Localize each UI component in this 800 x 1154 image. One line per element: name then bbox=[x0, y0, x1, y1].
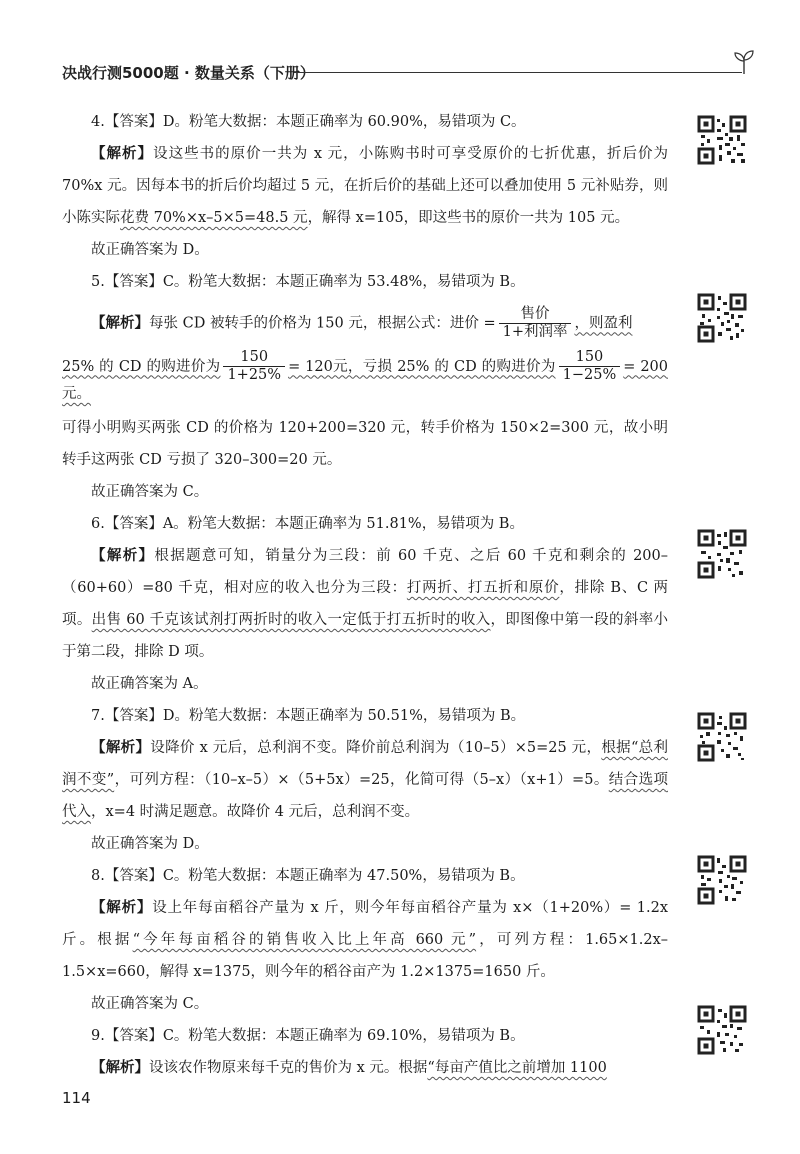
sprout-icon bbox=[730, 48, 758, 76]
key-step: “今年每亩稻谷的销售收入比上年高 660 元” bbox=[132, 932, 477, 948]
explanation-tag: 【解析】 bbox=[91, 739, 151, 756]
explanation-tag: 【解析】 bbox=[91, 314, 149, 332]
explanation-q5-line3: 可得小明购买两张 CD 的价格为 120+200=320 元，转手价格为 150×2=300 元，故小明转手这两张 CD 亏损了 320–300=20 元。 bbox=[62, 420, 668, 468]
key-step: ，则盈利 bbox=[574, 315, 633, 332]
explanation-q7: 【解析】设降价 x 元后，总利润不变。降价前总利润为（10–5）×5=25 元，根据“总利润不变”，可列方程：（10–x–5）×（5+5x）=25，化简可得（5–x）（x+1）=5。结合选项代入，x=4 时满足题意。故降价 4 元后，总利润不变。 bbox=[62, 739, 669, 820]
final-answer-q7: 故正确答案为 D。 bbox=[91, 836, 209, 852]
qr-code-icon[interactable] bbox=[697, 529, 747, 579]
explanation-q5: 【解析】每张 CD 被转手的价格为 150 元，根据公式：进价 = $\frac{\text{售价}}{\text{1+利润率}}$ ，则盈利 bbox=[91, 306, 633, 340]
qr-code-icon[interactable] bbox=[697, 293, 747, 343]
book-title: 决战行测5000题 · 数量关系（下册） bbox=[62, 64, 315, 82]
qr-code-icon[interactable] bbox=[697, 855, 747, 905]
page-header bbox=[62, 58, 752, 88]
answer-line-q9: 9.【答案】C。粉笔大数据：本题正确率为 69.10%，易错项为 B。 bbox=[91, 1028, 525, 1044]
explanation-tag: 【解析】 bbox=[91, 547, 155, 564]
explanation-q6: 【解析】根据题意可知，销量分为三段：前 60 千克、之后 60 千克和剩余的 200–（60+60）=80 千克，相对应的收入也分为三段：打两折、打五折和原价，排除 B、C 两项。出售 60 千克该试剂打两折时的收入一定低于打五折时的收入，即图像中第一段的斜率小于第二段，排除 D 项。 bbox=[62, 547, 669, 660]
formula-fraction: $\frac{\text{售价}}{\text{1+利润率}}$ bbox=[499, 306, 572, 341]
formula-fraction: $\frac{150}{1+25\%}$ bbox=[223, 349, 285, 384]
final-answer-q5: 故正确答案为 C。 bbox=[91, 484, 209, 500]
explanation-q8: 【解析】设上年每亩稻谷产量为 x 斤，则今年每亩稻谷产量为 x×（1+20%）= 1.2x 斤。根据“今年每亩稻谷的销售收入比上年高 660 元”，可列方程：1.65×1.2x–1.5×x=660，解得 x=1375，则今年的稻谷亩产为 1.2×1375=1650 斤。 bbox=[62, 899, 669, 980]
answer-content bbox=[62, 106, 668, 1084]
answer-line-q7: 7.【答案】D。粉笔大数据：本题正确率为 50.51%，易错项为 B。 bbox=[91, 708, 526, 724]
key-step: 打两折、打五折和原价 bbox=[406, 580, 560, 596]
key-step: 出售 60 千克该试剂打两折时的收入一定低于打五折时的收入 bbox=[91, 612, 491, 628]
explanation-q5-line2: 25% 的 CD 的购进价为 $\frac{150}{1+25\%}$ = 120元，亏损 25% 的 CD 的购进价为 $\frac{150}{1-25\%}$ = 200元。 bbox=[62, 349, 668, 402]
final-answer-q8: 故正确答案为 C。 bbox=[91, 996, 209, 1012]
qr-code-icon[interactable] bbox=[697, 1005, 747, 1055]
answer-line-q4: 4.【答案】D。粉笔大数据：本题正确率为 60.90%，易错项为 C。 bbox=[91, 114, 526, 130]
answer-line-q6: 6.【答案】A。粉笔大数据：本题正确率为 51.81%，易错项为 B。 bbox=[91, 516, 524, 532]
formula-fraction: $\frac{150}{1-25\%}$ bbox=[559, 349, 621, 384]
explanation-q9: 【解析】设该农作物原来每千克的售价为 x 元。根据“每亩产值比之前增加 1100 bbox=[91, 1059, 607, 1076]
key-step: 花费 70%×x–5×5=48.5 元 bbox=[120, 210, 308, 226]
explanation-q4: 【解析】设这些书的原价一共为 x 元，小陈购书时可享受原价的七折优惠，折后价为 70%x 元。因每本书的折后价均超过 5 元，在折后价的基础上还可以叠加使用 5 元补贴券，则小陈实际花费 70%×x–5×5=48.5 元，解得 x=105，即这些书的原价一共为 105 元。 bbox=[62, 145, 669, 226]
explanation-tag: 【解析】 bbox=[91, 145, 154, 162]
explanation-tag: 【解析】 bbox=[91, 1059, 149, 1076]
header-rule bbox=[294, 72, 742, 73]
key-step: “每亩产值比之前增加 1100 bbox=[427, 1060, 607, 1076]
qr-code-icon[interactable] bbox=[697, 115, 747, 165]
qr-code-icon[interactable] bbox=[697, 712, 747, 762]
page-number: 114 bbox=[62, 1089, 91, 1107]
answer-line-q8: 8.【答案】C。粉笔大数据：本题正确率为 47.50%，易错项为 B。 bbox=[91, 868, 525, 884]
answer-line-q5: 5.【答案】C。粉笔大数据：本题正确率为 53.48%，易错项为 B。 bbox=[91, 274, 525, 290]
final-answer-q6: 故正确答案为 A。 bbox=[91, 676, 208, 692]
final-answer-q4: 故正确答案为 D。 bbox=[91, 242, 209, 258]
key-step: 根据“总利润不变” bbox=[62, 740, 669, 788]
explanation-tag: 【解析】 bbox=[91, 899, 153, 916]
key-step: 结合选项代入 bbox=[62, 772, 668, 820]
